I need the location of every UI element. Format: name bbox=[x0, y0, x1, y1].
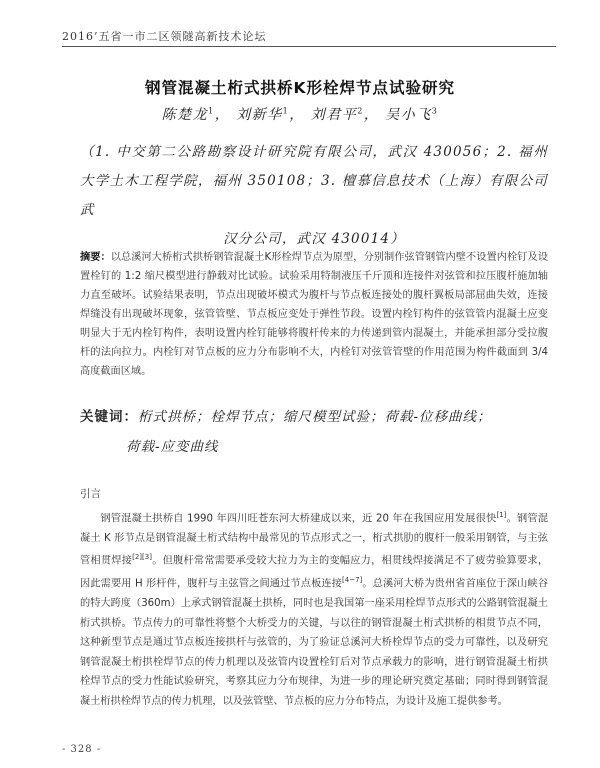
author-name: 刘新华 bbox=[236, 107, 283, 123]
author-name: 刘君平 bbox=[310, 107, 358, 123]
paper-title: 钢管混凝土桁式拱桥K形栓焊节点试验研究 bbox=[144, 79, 455, 97]
citation: [2][3] bbox=[132, 553, 152, 562]
author-name: 吴小飞 bbox=[385, 107, 432, 123]
author-affiliation-mark: 2 bbox=[357, 106, 364, 116]
intro-text: 钢管混凝土拱桥自 1990 年四川旺苍东河大桥建成以来，近 20 年在我国应用发展很快 bbox=[100, 513, 497, 525]
intro-text: 。但腹杆常常需要承受较大拉力为主的变幅应力，相贯线焊接满足不了疲劳验算要求，因此需要用 H 形杆件，腹杆与主弦管之间通过节点板连接 bbox=[80, 555, 549, 590]
keywords-line: 荷载-应变曲线 bbox=[126, 439, 219, 455]
author-list: 陈楚龙$^1$， 刘新华$^1$， 刘君平$^2$， 吴小飞$^3$ bbox=[161, 106, 439, 123]
author-name: 陈楚龙 bbox=[161, 107, 209, 123]
section-heading-introduction: 引言 bbox=[80, 488, 101, 500]
intro-text: 。总溪河大桥为贵州省首座位于深山峡谷的特大跨度（360m）上承式钢管混凝土拱桥，同时也是我国第一座采用栓焊节点形式的公路钢管混凝土桁式拱桥。节点传力的可靠性将整个大桥受力的关键，与以往的钢管混凝土桁式拱桥的相贯节点不同，这种新型节点是通过节点板连接拱杆与弦管的，为了验证总溪河大桥栓焊节点的受力可靠性，以及研究钢管混凝土桁拱栓焊节点的传力机理以及弦管内设置栓钉后对节点承载力的影响，进行钢管混凝土桁拱栓焊节点的受力性能试验研究，考察其应力分布规律，为进一步的理论研究奠定基础；同时得到钢管混凝土桁拱栓焊节点的传力机理，以及弦管壁、节点板的应力分布特点，为设计及施工提供参考。 bbox=[80, 578, 549, 707]
intro-text: 。钢管混凝土 K 形节点是钢管混凝土桁式结构中最常见的节点形式之一，桁式拱肋的腹杆一般采用钢管，与主弦管相贯焊接 bbox=[80, 513, 549, 567]
abstract-text: 以总溪河大桥桁式拱桥钢管混凝土K形栓焊节点为原型，分别制作弦管钢管内壁不设置内栓钉及设置栓钉的 1:2 缩尺模型进行静载对比试验。试验采用特制液压千斤顶和连接件对弦管和拉压腹杆施加轴力直至破坏。试验结果表明，节点出现破坏模式为腹杆与节点板连接处的腹杆翼板局部屈曲失效，连接焊缝没有出现破坏现象，弦管管壁、节点板应变处于弹性节段。设置内栓钉构件的弦管管内混凝土应变明显大于无内栓钉构件，表明设置内栓钉能够将腹杆传来的力传递到管内混凝土，并能承担部分受拉腹杆的法向拉力。内栓钉对节点板的应力分布影响不大，内栓钉对弦管管壁的作用范围为构件截面到 3/4 高度截面区域。 bbox=[80, 252, 549, 377]
affiliations bbox=[80, 138, 548, 254]
citation: [4~7] bbox=[342, 576, 363, 585]
keywords-label: 关键词： bbox=[80, 409, 138, 425]
keywords bbox=[80, 402, 548, 462]
author-affiliation-mark: 1 bbox=[208, 106, 215, 116]
header-rule bbox=[62, 46, 556, 47]
author-affiliation-mark: 3 bbox=[431, 106, 439, 116]
abstract-label: 摘要： bbox=[80, 252, 111, 263]
introduction-paragraph bbox=[80, 506, 548, 711]
running-header: 2016’五省一市二区领隧高新技术论坛 bbox=[62, 30, 267, 43]
keywords-line: 桁式拱桥；栓焊节点；缩尺模型试验；荷载-位移曲线； bbox=[138, 409, 492, 425]
affiliation-text: （1. 中交第二公路勘察设计研究院有限公司，武汉 430056；2. 福州大学土木工程学院，福州 350108；3. 檀慕信息技术（上海）有限公司武 bbox=[80, 144, 548, 218]
citation: [1] bbox=[496, 511, 507, 519]
abstract bbox=[80, 248, 548, 381]
author-affiliation-mark: 1 bbox=[282, 106, 290, 116]
page-number: - 328 - bbox=[62, 744, 102, 755]
affiliation-text-end: 汉分公司，武汉 430014） bbox=[223, 231, 405, 247]
